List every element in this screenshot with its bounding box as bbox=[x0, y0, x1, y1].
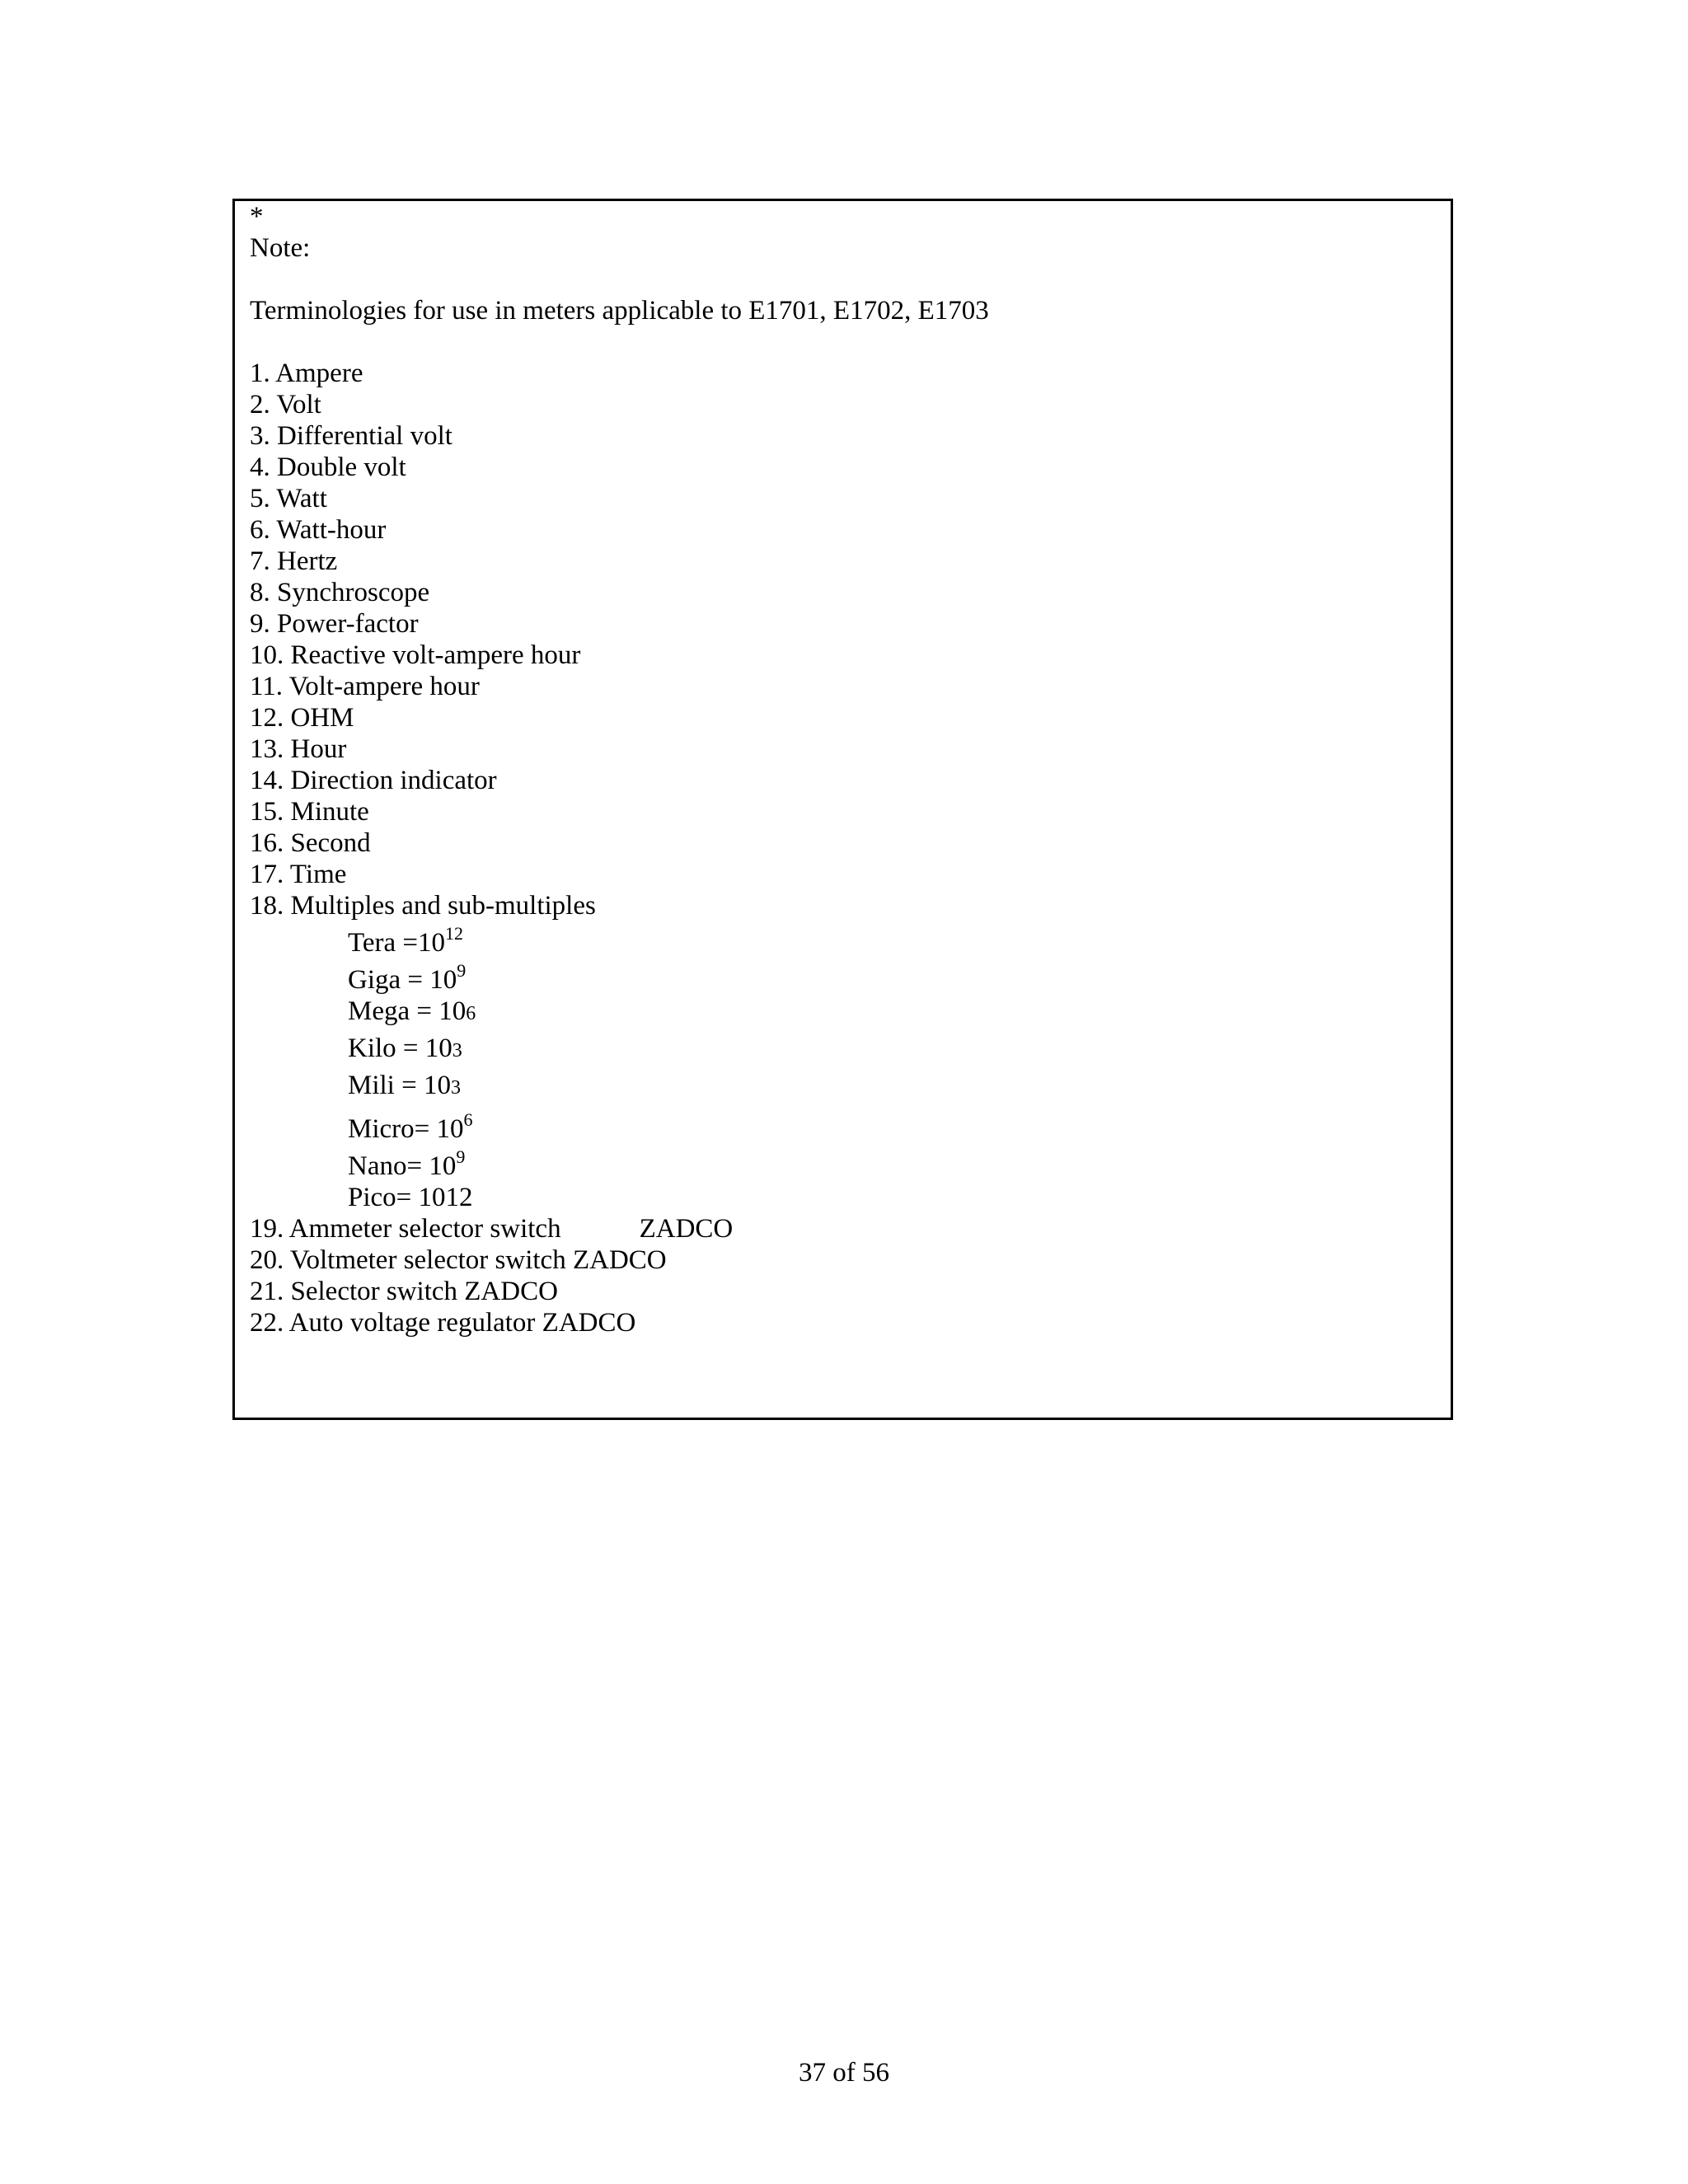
list-item: 1. Ampere bbox=[250, 359, 363, 388]
switch-label: 19. Ammeter selector switch bbox=[250, 1214, 561, 1244]
list-item: 22. Auto voltage regulator ZADCO bbox=[250, 1308, 636, 1338]
multiple-exponent: 9 bbox=[456, 1146, 466, 1167]
note-intro: Terminologies for use in meters applicable to E1701, E1702, E1703 bbox=[250, 296, 989, 326]
note-asterisk: * bbox=[250, 202, 264, 232]
list-item: 8. Synchroscope bbox=[250, 578, 430, 607]
multiple-mega bbox=[348, 996, 476, 1029]
multiple-micro bbox=[348, 1109, 473, 1145]
list-item: 9. Power-factor bbox=[250, 609, 419, 639]
list-item: 17. Time bbox=[250, 860, 347, 889]
list-item: 7. Hertz bbox=[250, 546, 338, 576]
list-item: 14. Direction indicator bbox=[250, 766, 497, 795]
multiple-exponent: 9 bbox=[457, 960, 467, 981]
list-item: 3. Differential volt bbox=[250, 421, 452, 451]
multiple-prefix: Pico= 1012 bbox=[348, 1183, 473, 1212]
multiple-mili bbox=[348, 1070, 461, 1104]
multiple-exponent: 3 bbox=[452, 1040, 462, 1062]
page-number: 37 of 56 bbox=[799, 2058, 889, 2088]
list-item: 2. Volt bbox=[250, 390, 321, 419]
multiple-pico bbox=[348, 1182, 473, 1213]
list-item: 6. Watt-hour bbox=[250, 515, 387, 545]
multiple-tera bbox=[348, 923, 463, 958]
multiple-kilo bbox=[348, 1033, 462, 1066]
list-item: 20. Voltmeter selector switch ZADCO bbox=[250, 1245, 667, 1275]
list-item: 12. OHM bbox=[250, 703, 354, 733]
list-item: 13. Hour bbox=[250, 734, 347, 764]
list-item: 18. Multiples and sub-multiples bbox=[250, 891, 596, 921]
multiple-prefix: Micro= 10 bbox=[348, 1114, 464, 1144]
multiple-exponent: 6 bbox=[463, 1109, 473, 1130]
multiple-prefix: Giga = 10 bbox=[348, 965, 457, 995]
note-heading: Note: bbox=[250, 233, 311, 263]
multiple-nano bbox=[348, 1146, 466, 1182]
list-item bbox=[250, 1213, 733, 1244]
switch-brand: ZADCO bbox=[639, 1214, 734, 1244]
multiple-exponent: 6 bbox=[466, 1003, 476, 1024]
multiple-giga bbox=[348, 960, 467, 996]
multiple-exponent: 12 bbox=[445, 923, 463, 944]
list-item: 21. Selector switch ZADCO bbox=[250, 1277, 558, 1306]
multiple-prefix: Nano= 10 bbox=[348, 1151, 457, 1181]
list-item: 10. Reactive volt-ampere hour bbox=[250, 640, 581, 670]
list-item: 15. Minute bbox=[250, 797, 369, 827]
multiple-prefix: Kilo = 10 bbox=[348, 1033, 452, 1063]
list-item: 16. Second bbox=[250, 828, 371, 858]
list-item: 11. Volt-ampere hour bbox=[250, 672, 480, 701]
note-box bbox=[232, 199, 1453, 1420]
multiple-prefix: Mega = 10 bbox=[348, 996, 467, 1026]
multiple-prefix: Mili = 10 bbox=[348, 1071, 451, 1100]
list-item: 4. Double volt bbox=[250, 452, 406, 482]
multiple-prefix: Tera =10 bbox=[348, 928, 445, 958]
multiple-exponent: 3 bbox=[450, 1077, 461, 1099]
list-item: 5. Watt bbox=[250, 484, 327, 513]
